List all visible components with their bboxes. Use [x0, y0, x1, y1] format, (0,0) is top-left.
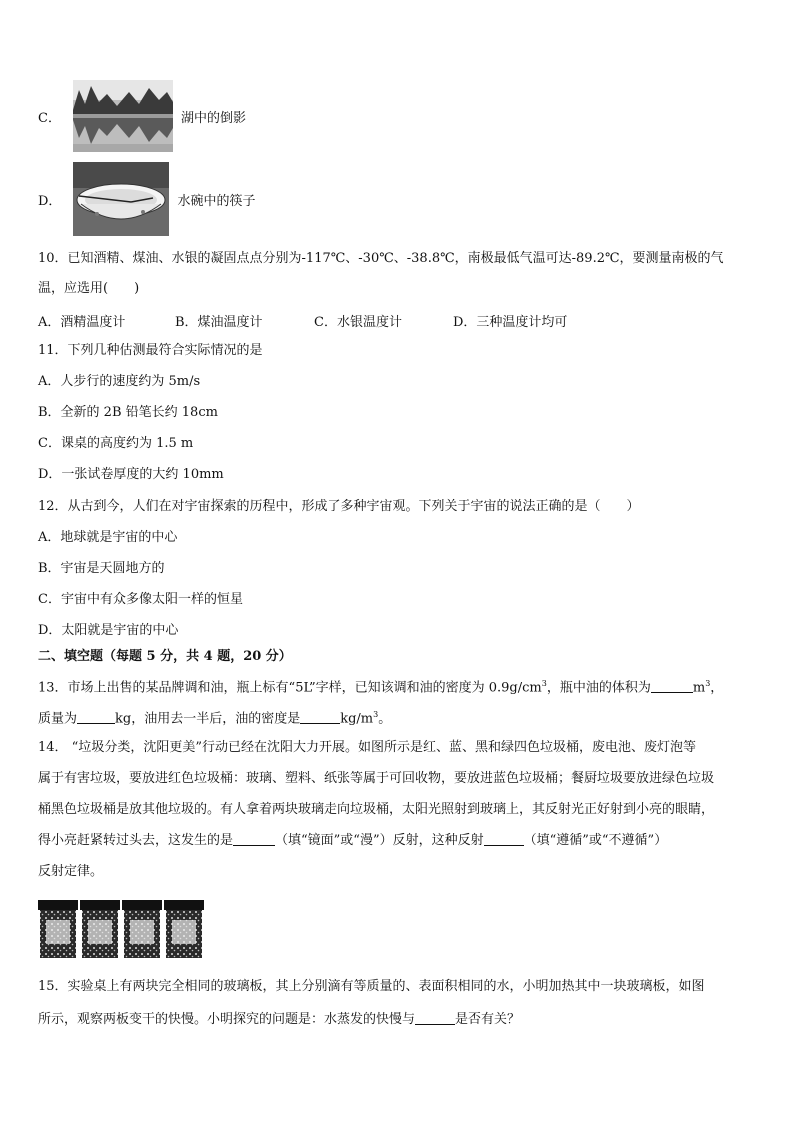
trash-bin-blue	[80, 900, 120, 958]
q11-option-c: C．课桌的高度约为 1.5 m	[38, 436, 194, 451]
option-d-label: D．	[38, 193, 62, 209]
q10-stem-line2: 温，应选用( )	[38, 281, 140, 296]
q14-line4	[38, 832, 667, 850]
q12-option-c: C．宇宙中有众多像太阳一样的恒星	[38, 592, 243, 607]
q12-option-b: B．宇宙是天圆地方的	[38, 561, 165, 576]
q13-text-d: ，	[710, 680, 724, 696]
q15-line1: 15．实验桌上有两块完全相同的玻璃板，其上分别滴有等质量的、表面积相同的水，小明加热其中一块玻璃板，如图	[38, 979, 705, 994]
q10-options	[38, 311, 758, 330]
q9-option-d	[38, 162, 255, 236]
q13-unit-kgm: kg/m	[340, 711, 374, 727]
q11-option-b: B．全新的 2B 铅笔长约 18cm	[38, 405, 218, 420]
q13-unit-m: m	[692, 680, 706, 696]
q11-option-a: A．人步行的速度约为 5m/s	[38, 374, 201, 389]
q14-line5: 反射定律。	[38, 864, 104, 879]
q13-text-end: 。	[378, 711, 392, 727]
q14-blank-reflection-type[interactable]	[233, 832, 275, 846]
option-c-label: C．	[38, 110, 61, 126]
q14-text-b: （填“镜面”或“漫”）反射，这种反射	[275, 833, 484, 848]
q12-stem: 12．从古到今，人们在对宇宙探索的历程中，形成了多种宇宙观。下列关于宇宙的说法正确的是（ ）	[38, 499, 640, 514]
q11-option-d: D．一张试卷厚度的大约 10mm	[38, 467, 224, 482]
q13-blank-mass[interactable]	[77, 710, 115, 724]
option-d-caption: 水碗中的筷子	[177, 193, 256, 209]
q10-option-b: B．煤油温度计	[175, 315, 263, 330]
q11-stem: 11．下列几种估测最符合实际情况的是	[38, 343, 263, 358]
q9-option-c	[38, 80, 246, 152]
q12-option-a: A．地球就是宇宙的中心	[38, 530, 178, 545]
lake-reflection-photo	[73, 80, 173, 152]
trash-bin-black	[122, 900, 162, 958]
option-c-caption: 湖中的倒影	[180, 110, 246, 126]
bowl-chopsticks-photo	[73, 162, 169, 236]
q10-option-a: A．酒精温度计	[38, 315, 126, 330]
q15-text-a: 所示，观察两板变干的快慢。小明探究的问题是：水蒸发的快慢与	[38, 1012, 416, 1027]
q15-blank-factor[interactable]	[415, 1011, 455, 1025]
q14-text-c: （填“遵循”或“不遵循”）	[523, 833, 668, 848]
q13-text-density: kg，油用去一半后，油的密度是	[115, 711, 301, 727]
q14-blank-law[interactable]	[484, 832, 524, 846]
q10-option-d: D．三种温度计均可	[453, 315, 568, 330]
trash-bin-red	[38, 900, 78, 958]
q14-line1: 14． “垃圾分类，沈阳更美”行动已经在沈阳大力开展。如图所示是红、蓝、黑和绿四色垃圾桶，废电池、废灯泡等	[38, 740, 696, 755]
trash-bin-green	[164, 900, 204, 958]
q13-sup-2: 3	[705, 679, 711, 688]
q13-text-mass: 质量为	[38, 711, 78, 727]
q13-text-b: ，瓶中油的体积为	[546, 680, 651, 696]
q15-line2	[38, 1011, 520, 1029]
q13-line1	[38, 675, 723, 697]
q14-line3: 桶黑色垃圾桶是放其他垃圾的。有人拿着两块玻璃走向垃圾桶，太阳光照射到玻璃上，其反射光正好射到小亮的眼睛，	[38, 802, 715, 817]
trash-bins-image	[38, 892, 204, 962]
q13-line2	[38, 706, 391, 728]
q10-option-c: C．水银温度计	[314, 315, 402, 330]
q12-option-d: D．太阳就是宇宙的中心	[38, 623, 179, 638]
q13-blank-density[interactable]	[300, 710, 340, 724]
q13-text-a: 13．市场上出售的某品牌调和油，瓶上标有“5L”字样，已知该调和油的密度为 0.9g/cm	[38, 680, 542, 696]
q13-sup-3: 3	[373, 710, 379, 719]
section-heading-fill-in: 二、填空题（每题 5 分，共 4 题，20 分）	[38, 649, 292, 664]
q13-blank-volume[interactable]	[651, 679, 693, 693]
q14-text-a: 得小亮赶紧转过头去，这发生的是	[38, 833, 234, 848]
q15-text-b: 是否有关？	[455, 1012, 521, 1027]
q10-stem-line1: 10．已知酒精、煤油、水银的凝固点点分别为-117℃、-30℃、-38.8℃，南极最低气温可达-89.2℃，要测量南极的气	[38, 251, 724, 266]
q14-line2: 属于有害垃圾，要放进红色垃圾桶：玻璃、塑料、纸张等属于可回收物，要放进蓝色垃圾桶；餐厨垃圾要放进绿色垃圾	[38, 771, 715, 786]
q13-sup-1: 3	[541, 679, 547, 688]
